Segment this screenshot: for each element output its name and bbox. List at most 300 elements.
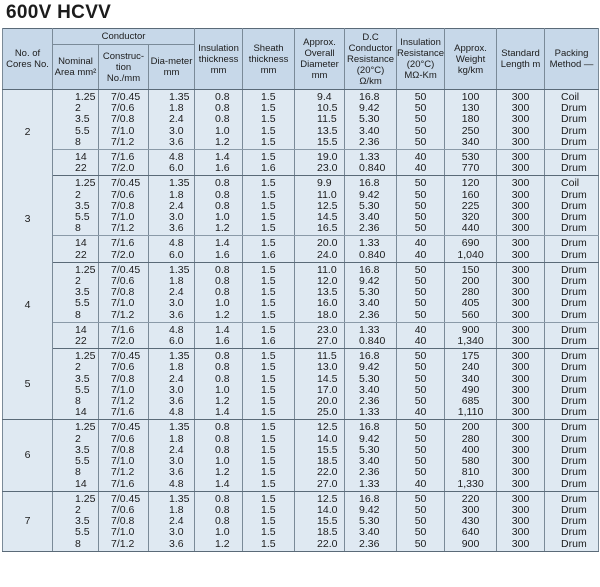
overall-diameter-value: 12.5	[317, 421, 338, 434]
diameter-value: 2.4	[169, 372, 184, 385]
construction-value: 7/0.45	[111, 91, 141, 103]
insulation-thickness-value: 0.8	[215, 432, 230, 445]
standard-length-value: 300	[511, 537, 530, 550]
nominal-area-cell	[53, 236, 99, 262]
construction-value: 7/0.45	[111, 421, 141, 434]
construction-value: 7/0.6	[111, 432, 135, 445]
diameter-value: 2.4	[169, 199, 184, 212]
construction-value: 7/2.0	[111, 248, 135, 261]
nominal-area-cell	[53, 262, 99, 322]
packing-method-value: Drum	[561, 135, 587, 148]
diameter-value: 2.4	[169, 113, 184, 126]
insulation-thickness-cell	[195, 322, 243, 348]
packing-method-value: Drum	[561, 383, 587, 396]
packing-method-value: Drum	[561, 335, 587, 348]
insulation-resistance-value: 50	[414, 102, 427, 115]
insulation-resistance-value: 50	[414, 135, 427, 148]
weight-value: 440	[461, 222, 480, 235]
overall-diameter-cell	[295, 349, 345, 420]
sheath-thickness-value: 1.5	[261, 526, 276, 539]
weight-value: 900	[461, 537, 480, 550]
standard-length-cell	[497, 176, 545, 236]
table-row	[3, 90, 599, 150]
sheath-thickness-value: 1.5	[261, 177, 276, 190]
diameter-value: 1.35	[169, 350, 190, 363]
insulation-resistance-value: 50	[414, 350, 427, 363]
standard-length-cell	[497, 420, 545, 491]
standard-length-value: 300	[511, 135, 530, 148]
insulation-resistance-value: 50	[414, 537, 427, 550]
standard-length-value: 300	[511, 237, 530, 250]
construction-cell	[99, 491, 149, 551]
table-row	[3, 176, 599, 236]
conductor-resistance-value: 0.840	[359, 248, 386, 261]
weight-value: 810	[461, 466, 480, 479]
overall-diameter-value: 14.5	[317, 372, 338, 385]
weight-value: 405	[461, 297, 480, 310]
overall-diameter-value: 14.0	[317, 432, 338, 445]
overall-diameter-value: 23.0	[317, 323, 338, 336]
standard-length-cell	[497, 90, 545, 150]
packing-method-cell	[545, 349, 599, 420]
insulation-thickness-value: 1.2	[215, 222, 230, 235]
insulation-thickness-value: 1.2	[215, 395, 230, 408]
weight-value: 280	[461, 432, 480, 445]
sheath-thickness-value: 1.5	[261, 515, 276, 528]
weight-value: 640	[461, 526, 480, 539]
diameter-value: 1.35	[169, 492, 190, 505]
sheath-thickness-value: 1.5	[261, 211, 276, 224]
weight-cell	[445, 262, 497, 322]
weight-value: 225	[461, 199, 480, 212]
cores-cell: 7	[3, 491, 53, 551]
standard-length-value: 300	[511, 406, 530, 419]
standard-length-value: 300	[511, 492, 530, 505]
conductor-resistance-value: 5.30	[359, 372, 380, 385]
nominal-area-value: 14	[75, 323, 87, 336]
insulation-thickness-cell	[195, 262, 243, 322]
diameter-value: 4.8	[169, 151, 184, 164]
sheath-thickness-value: 1.5	[261, 237, 276, 250]
overall-diameter-value: 11.5	[317, 113, 337, 126]
sheath-thickness-value: 1.5	[261, 124, 276, 137]
insulation-thickness-value: 1.6	[215, 335, 230, 348]
construction-value: 7/1.6	[111, 477, 135, 490]
nominal-area-value: 14	[75, 151, 87, 164]
insulation-resistance-value: 50	[414, 443, 427, 456]
construction-value: 7/0.6	[111, 361, 135, 374]
standard-length-value: 300	[511, 466, 530, 479]
insulation-thickness-value: 0.8	[215, 492, 230, 505]
table-row	[3, 262, 599, 322]
insulation-thickness-value: 0.8	[215, 421, 230, 434]
conductor-resistance-value: 3.40	[359, 124, 380, 137]
insulation-thickness-value: 1.0	[215, 211, 230, 224]
conductor-resistance-value: 9.42	[359, 361, 380, 374]
nominal-area-value: 2	[75, 188, 81, 201]
sheath-thickness-value: 1.5	[261, 199, 276, 212]
diameter-value: 1.35	[169, 421, 190, 434]
standard-length-value: 300	[511, 503, 530, 516]
overall-diameter-value: 14.5	[317, 211, 338, 224]
table-row	[3, 150, 599, 176]
packing-method-value: Drum	[561, 455, 587, 468]
diameter-value: 2.4	[169, 515, 184, 528]
diameter-value: 1.35	[169, 177, 190, 190]
standard-length-value: 300	[511, 350, 530, 363]
diameter-value: 3.0	[169, 383, 184, 396]
insulation-thickness-value: 1.0	[215, 455, 230, 468]
construction-value: 7/0.45	[111, 177, 141, 190]
diameter-value: 3.0	[169, 211, 184, 224]
packing-method-value: Drum	[561, 466, 587, 479]
header-insulation: Insulation thickness mm	[195, 29, 243, 90]
sheath-thickness-value: 1.5	[261, 102, 276, 115]
weight-cell	[445, 491, 497, 551]
weight-value: 160	[461, 188, 480, 201]
sheath-thickness-cell	[243, 322, 295, 348]
diameter-value: 3.6	[169, 135, 184, 148]
packing-method-value: Drum	[561, 275, 587, 288]
diameter-value: 6.0	[169, 335, 184, 348]
construction-value: 7/0.6	[111, 275, 135, 288]
packing-method-value: Drum	[561, 537, 587, 550]
insulation-thickness-value: 1.4	[215, 151, 230, 164]
diameter-value: 2.4	[169, 286, 184, 299]
weight-value: 220	[461, 492, 480, 505]
construction-cell	[99, 349, 149, 420]
insulation-thickness-value: 0.8	[215, 372, 230, 385]
insulation-thickness-value: 1.0	[215, 526, 230, 539]
diameter-cell	[149, 176, 195, 236]
conductor-resistance-cell	[345, 236, 397, 262]
insulation-thickness-value: 0.8	[215, 91, 230, 103]
standard-length-value: 300	[511, 263, 530, 276]
packing-method-value: Drum	[561, 237, 587, 250]
standard-length-value: 300	[511, 102, 530, 115]
sheath-thickness-value: 1.5	[261, 151, 276, 164]
insulation-thickness-value: 1.2	[215, 466, 230, 479]
sheath-thickness-value: 1.5	[261, 275, 276, 288]
standard-length-value: 300	[511, 335, 530, 348]
insulation-thickness-value: 0.8	[215, 361, 230, 374]
overall-diameter-value: 15.5	[317, 135, 338, 148]
sheath-thickness-value: 1.5	[261, 466, 276, 479]
diameter-value: 3.0	[169, 297, 184, 310]
packing-method-value: Drum	[561, 222, 587, 235]
overall-diameter-value: 27.0	[317, 335, 338, 348]
construction-value: 7/1.6	[111, 237, 135, 250]
conductor-resistance-cell	[345, 90, 397, 150]
nominal-area-value: 14	[75, 406, 87, 419]
construction-value: 7/1.0	[111, 455, 135, 468]
weight-value: 200	[461, 421, 480, 434]
insulation-resistance-value: 40	[414, 237, 427, 250]
packing-method-cell	[545, 90, 599, 150]
weight-cell	[445, 90, 497, 150]
insulation-thickness-value: 1.4	[215, 406, 230, 419]
conductor-resistance-value: 5.30	[359, 515, 380, 528]
insulation-resistance-value: 50	[414, 91, 427, 103]
overall-diameter-value: 27.0	[317, 477, 338, 490]
construction-value: 7/0.45	[111, 492, 141, 505]
standard-length-value: 300	[511, 188, 530, 201]
conductor-resistance-value: 2.36	[359, 222, 380, 235]
diameter-value: 1.8	[169, 188, 184, 201]
page-title: 600V HCVV	[6, 2, 112, 23]
packing-method-value: Coil	[561, 177, 580, 190]
overall-diameter-value: 12.5	[317, 492, 338, 505]
sheath-thickness-value: 1.5	[261, 286, 276, 299]
packing-method-value: Drum	[561, 421, 587, 434]
standard-length-cell	[497, 150, 545, 176]
table-row	[3, 236, 599, 262]
overall-diameter-value: 10.5	[317, 102, 338, 115]
insulation-thickness-value: 1.0	[215, 383, 230, 396]
insulation-resistance-value: 50	[414, 124, 427, 137]
construction-value: 7/1.2	[111, 466, 135, 479]
conductor-resistance-value: 16.8	[359, 263, 380, 276]
overall-diameter-cell	[295, 176, 345, 236]
conductor-resistance-value: 0.840	[359, 335, 386, 348]
standard-length-value: 300	[511, 361, 530, 374]
conductor-resistance-value: 3.40	[359, 383, 380, 396]
conductor-resistance-value: 2.36	[359, 537, 380, 550]
conductor-resistance-value: 1.33	[359, 406, 380, 419]
conductor-resistance-value: 16.8	[359, 177, 380, 190]
standard-length-value: 300	[511, 211, 530, 224]
conductor-resistance-value: 16.8	[359, 421, 380, 434]
construction-value: 7/0.6	[111, 102, 135, 115]
insulation-resistance-value: 40	[414, 406, 427, 419]
sheath-thickness-value: 1.5	[261, 432, 276, 445]
nominal-area-value: 22	[75, 335, 87, 348]
standard-length-value: 300	[511, 275, 530, 288]
cores-cell: 3	[3, 176, 53, 262]
overall-diameter-cell	[295, 150, 345, 176]
insulation-resistance-value: 40	[414, 151, 427, 164]
insulation-thickness-value: 1.2	[215, 135, 230, 148]
standard-length-value: 300	[511, 372, 530, 385]
sheath-thickness-value: 1.5	[261, 492, 276, 505]
construction-value: 7/1.0	[111, 124, 135, 137]
conductor-resistance-cell	[345, 176, 397, 236]
overall-diameter-value: 22.0	[317, 466, 338, 479]
nominal-area-value: 1.25	[75, 350, 96, 363]
construction-value: 7/1.2	[111, 308, 135, 321]
packing-method-cell	[545, 150, 599, 176]
construction-cell	[99, 236, 149, 262]
insulation-resistance-value: 50	[414, 372, 427, 385]
insulation-thickness-value: 0.8	[215, 286, 230, 299]
conductor-resistance-value: 9.42	[359, 503, 380, 516]
insulation-resistance-cell	[397, 90, 445, 150]
diameter-cell	[149, 420, 195, 491]
diameter-value: 4.8	[169, 406, 184, 419]
overall-diameter-value: 9.9	[317, 177, 332, 190]
nominal-area-value: 1.25	[75, 263, 96, 276]
overall-diameter-value: 18.5	[317, 526, 338, 539]
insulation-resistance-cell	[397, 236, 445, 262]
insulation-resistance-value: 40	[414, 335, 427, 348]
standard-length-value: 300	[511, 91, 530, 103]
insulation-thickness-value: 0.8	[215, 113, 230, 126]
weight-value: 685	[461, 395, 480, 408]
insulation-thickness-value: 1.4	[215, 477, 230, 490]
nominal-area-cell	[53, 349, 99, 420]
sheath-thickness-value: 1.5	[261, 113, 276, 126]
construction-value: 7/2.0	[111, 335, 135, 348]
standard-length-cell	[497, 322, 545, 348]
insulation-resistance-cell	[397, 349, 445, 420]
packing-method-value: Drum	[561, 443, 587, 456]
weight-value: 430	[461, 515, 480, 528]
nominal-area-value: 2	[75, 275, 81, 288]
insulation-thickness-cell	[195, 236, 243, 262]
construction-value: 7/1.0	[111, 211, 135, 224]
diameter-value: 3.6	[169, 222, 184, 235]
packing-method-cell	[545, 491, 599, 551]
standard-length-value: 300	[511, 526, 530, 539]
standard-length-value: 300	[511, 421, 530, 434]
insulation-thickness-value: 0.8	[215, 263, 230, 276]
standard-length-value: 300	[511, 515, 530, 528]
sheath-thickness-value: 1.5	[261, 383, 276, 396]
nominal-area-value: 5.5	[75, 455, 90, 468]
weight-cell	[445, 236, 497, 262]
nominal-area-value: 5.5	[75, 383, 90, 396]
standard-length-value: 300	[511, 124, 530, 137]
nominal-area-value: 22	[75, 162, 87, 175]
construction-value: 7/1.6	[111, 406, 135, 419]
weight-value: 340	[461, 372, 480, 385]
insulation-thickness-value: 0.8	[215, 199, 230, 212]
conductor-resistance-value: 3.40	[359, 211, 380, 224]
insulation-resistance-value: 50	[414, 211, 427, 224]
spec-table-body	[3, 90, 599, 552]
insulation-thickness-cell	[195, 491, 243, 551]
diameter-value: 3.6	[169, 395, 184, 408]
nominal-area-cell	[53, 150, 99, 176]
overall-diameter-value: 13.5	[317, 124, 338, 137]
header-cores: No. of Cores No.	[3, 29, 53, 90]
packing-method-value: Drum	[561, 492, 587, 505]
packing-method-value: Drum	[561, 515, 587, 528]
overall-diameter-value: 15.5	[317, 443, 338, 456]
nominal-area-value: 5.5	[75, 211, 90, 224]
construction-value: 7/0.8	[111, 113, 135, 126]
construction-value: 7/1.0	[111, 526, 135, 539]
sheath-thickness-value: 1.5	[261, 395, 276, 408]
sheath-thickness-cell	[243, 150, 295, 176]
overall-diameter-value: 11.0	[317, 263, 337, 276]
table-row	[3, 491, 599, 551]
nominal-area-value: 3.5	[75, 113, 90, 126]
insulation-resistance-value: 50	[414, 466, 427, 479]
insulation-thickness-value: 1.4	[215, 237, 230, 250]
nominal-area-value: 14	[75, 477, 87, 490]
insulation-thickness-value: 0.8	[215, 443, 230, 456]
construction-value: 7/1.6	[111, 151, 135, 164]
standard-length-value: 300	[511, 248, 530, 261]
diameter-cell	[149, 236, 195, 262]
diameter-value: 3.6	[169, 466, 184, 479]
insulation-thickness-value: 0.8	[215, 503, 230, 516]
nominal-area-value: 1.25	[75, 492, 96, 505]
insulation-resistance-value: 50	[414, 503, 427, 516]
insulation-thickness-value: 1.0	[215, 124, 230, 137]
insulation-thickness-value: 1.4	[215, 323, 230, 336]
packing-method-value: Drum	[561, 248, 587, 261]
standard-length-value: 300	[511, 162, 530, 175]
sheath-thickness-value: 1.6	[261, 335, 276, 348]
construction-value: 7/0.8	[111, 515, 135, 528]
standard-length-value: 300	[511, 323, 530, 336]
construction-value: 7/2.0	[111, 162, 135, 175]
header-resistance: D.C Conductor Resistance (20°C) Ω/km	[345, 29, 397, 90]
diameter-value: 1.35	[169, 263, 190, 276]
weight-value: 280	[461, 286, 480, 299]
packing-method-value: Drum	[561, 477, 587, 490]
overall-diameter-cell	[295, 322, 345, 348]
insulation-thickness-value: 1.0	[215, 297, 230, 310]
header-nominal-area: Nominal Area mm²	[53, 45, 99, 90]
overall-diameter-cell	[295, 236, 345, 262]
overall-diameter-value: 20.0	[317, 237, 338, 250]
insulation-resistance-value: 40	[414, 477, 427, 490]
packing-method-value: Drum	[561, 113, 587, 126]
standard-length-value: 300	[511, 286, 530, 299]
header-construction: Construc-tion No./mm	[99, 45, 149, 90]
nominal-area-cell	[53, 176, 99, 236]
conductor-resistance-value: 2.36	[359, 308, 380, 321]
sheath-thickness-cell	[243, 176, 295, 236]
overall-diameter-value: 9.4	[317, 91, 332, 103]
header-weight: Approx. Weight kg/km	[445, 29, 497, 90]
construction-value: 7/1.2	[111, 135, 135, 148]
sheath-thickness-value: 1.5	[261, 421, 276, 434]
sheath-thickness-value: 1.5	[261, 372, 276, 385]
sheath-thickness-value: 1.5	[261, 308, 276, 321]
sheath-thickness-value: 1.5	[261, 455, 276, 468]
construction-value: 7/0.45	[111, 350, 141, 363]
packing-method-value: Drum	[561, 350, 587, 363]
insulation-resistance-value: 50	[414, 383, 427, 396]
insulation-thickness-value: 1.6	[215, 248, 230, 261]
standard-length-value: 300	[511, 432, 530, 445]
sheath-thickness-value: 1.5	[261, 263, 276, 276]
weight-cell	[445, 322, 497, 348]
packing-method-cell	[545, 236, 599, 262]
nominal-area-value: 1.25	[75, 91, 96, 103]
sheath-thickness-value: 1.5	[261, 297, 276, 310]
sheath-thickness-value: 1.6	[261, 162, 276, 175]
weight-value: 560	[461, 308, 480, 321]
standard-length-value: 300	[511, 113, 530, 126]
conductor-resistance-value: 1.33	[359, 477, 380, 490]
table-row	[3, 322, 599, 348]
insulation-thickness-value: 0.8	[215, 177, 230, 190]
conductor-resistance-value: 5.30	[359, 443, 380, 456]
nominal-area-value: 2	[75, 432, 81, 445]
conductor-resistance-value: 9.42	[359, 188, 380, 201]
header-conductor: Conductor	[53, 29, 195, 45]
nominal-area-cell	[53, 322, 99, 348]
construction-value: 7/0.8	[111, 199, 135, 212]
packing-method-value: Drum	[561, 372, 587, 385]
weight-value: 120	[461, 177, 480, 190]
weight-value: 320	[461, 211, 480, 224]
